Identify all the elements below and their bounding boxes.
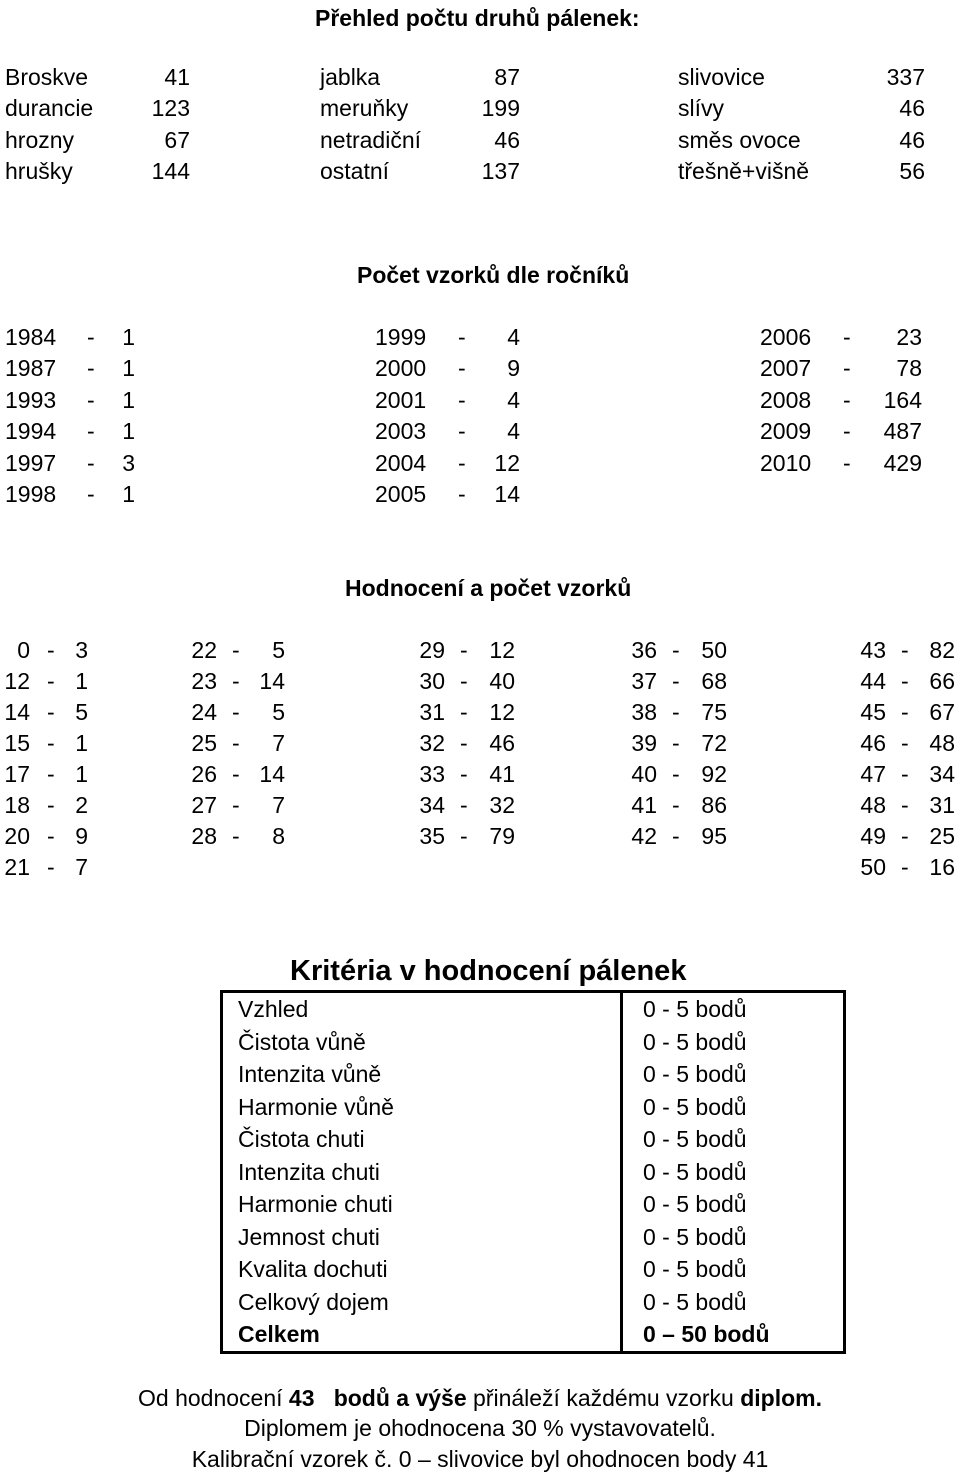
separator-dash: - — [672, 823, 680, 849]
separator-dash: - — [47, 668, 55, 694]
score-count: 5 — [272, 699, 285, 725]
score-label: 41 — [631, 792, 657, 818]
separator-dash: - — [672, 792, 680, 818]
fruit-name: hrušky — [5, 157, 73, 184]
separator-dash: - — [458, 355, 466, 382]
separator-dash: - — [87, 324, 95, 350]
separator-dash: - — [47, 792, 55, 818]
score-count: 14 — [259, 668, 285, 694]
score-count: 1 — [75, 761, 88, 787]
fruit-count: 123 — [151, 95, 190, 122]
score-label: 29 — [419, 637, 445, 663]
separator-dash: - — [232, 823, 240, 849]
score-label: 42 — [631, 823, 657, 849]
score-count: 48 — [929, 730, 955, 756]
score-count: 5 — [75, 699, 88, 725]
score-label: 49 — [860, 823, 886, 849]
year-count: 164 — [883, 386, 922, 413]
fruit-name: Broskve — [5, 64, 89, 90]
criteria-points: 0 - 5 bodů — [622, 1026, 845, 1059]
criteria-points: 0 - 5 bodů — [622, 1058, 845, 1091]
footer-line-1 — [0, 1385, 960, 1412]
separator-dash: - — [901, 854, 909, 880]
criteria-total-points: 0 – 50 bodů — [622, 1318, 845, 1352]
footer-threshold: 43 — [288, 1385, 315, 1411]
footer-line-1-c: bodů a výše — [333, 1385, 467, 1411]
criteria-points: 0 - 5 bodů — [622, 1156, 845, 1189]
fruit-name: jablka — [320, 64, 381, 90]
score-count: 1 — [75, 668, 88, 694]
score-label: 25 — [191, 730, 217, 756]
year-count: 1 — [122, 386, 135, 413]
separator-dash: - — [458, 386, 466, 413]
year-label: 2010 — [760, 449, 812, 476]
separator-dash: - — [672, 668, 680, 694]
year-count: 3 — [122, 449, 135, 476]
separator-dash: - — [672, 637, 680, 663]
score-label: 38 — [631, 699, 657, 725]
fruit-name: durancie — [5, 95, 94, 122]
year-count: 1 — [122, 324, 135, 350]
year-count: 78 — [896, 355, 922, 382]
score-label: 12 — [4, 668, 30, 694]
separator-dash: - — [460, 761, 468, 787]
criteria-label: Jemnost chuti — [238, 1223, 380, 1250]
year-count: 429 — [883, 449, 922, 476]
separator-dash: - — [901, 761, 909, 787]
separator-dash: - — [672, 730, 680, 756]
year-label: 2008 — [760, 386, 812, 413]
separator-dash: - — [843, 418, 851, 445]
footer-line-2: Diplomem je ohodnocena 30 % vystavovatelů. — [244, 1415, 716, 1441]
score-count: 2 — [75, 792, 88, 818]
score-count: 75 — [701, 699, 727, 725]
criteria-label: Harmonie chuti — [238, 1191, 393, 1218]
year-label: 1984 — [5, 324, 57, 350]
criteria-label: Čistota chuti — [238, 1126, 365, 1153]
criteria-points: 0 - 5 bodů — [622, 1286, 845, 1319]
year-label: 2004 — [375, 449, 427, 476]
fruit-count: 67 — [164, 126, 190, 153]
year-count: 1 — [122, 355, 135, 382]
year-label: 2007 — [760, 355, 812, 382]
criteria-label: Čistota vůně — [238, 1028, 366, 1055]
year-count: 9 — [507, 355, 520, 382]
score-count: 31 — [929, 792, 955, 818]
score-count: 41 — [489, 761, 515, 787]
criteria-title: Kritéria v hodnocení pálenek — [290, 955, 687, 987]
score-label: 39 — [631, 730, 657, 756]
fruit-count: 46 — [899, 95, 925, 122]
fruit-name: směs ovoce — [678, 126, 801, 153]
fruit-name: slivovice — [678, 64, 765, 90]
criteria-row — [222, 1091, 845, 1124]
score-label: 14 — [4, 699, 30, 725]
separator-dash: - — [232, 761, 240, 787]
fruit-count: 199 — [481, 95, 520, 122]
score-label: 15 — [4, 730, 30, 756]
separator-dash: - — [843, 449, 851, 476]
fruit-count: 87 — [494, 64, 520, 90]
separator-dash: - — [47, 823, 55, 849]
section-title-hodnoceni: Hodnocení a počet vzorků — [345, 575, 632, 601]
separator-dash: - — [901, 699, 909, 725]
separator-dash: - — [458, 449, 466, 476]
criteria-table — [220, 990, 846, 1354]
section-title-rocniky: Počet vzorků dle ročníků — [357, 262, 630, 288]
score-label: 34 — [419, 792, 445, 818]
score-label: 45 — [860, 699, 886, 725]
score-label: 44 — [860, 668, 886, 694]
fruit-name: třešně+višně — [678, 157, 810, 184]
fruit-count: 56 — [899, 157, 925, 184]
year-label: 1998 — [5, 481, 57, 507]
year-count: 12 — [494, 449, 520, 476]
score-count: 8 — [272, 823, 285, 849]
footer-line-3: Kalibrační vzorek č. 0 – slivovice byl ohodnocen body 41 — [191, 1446, 769, 1472]
score-label: 0 — [17, 637, 30, 663]
score-label: 50 — [860, 854, 886, 880]
separator-dash: - — [460, 730, 468, 756]
year-count: 1 — [122, 481, 135, 507]
score-label: 17 — [4, 761, 30, 787]
score-count: 34 — [929, 761, 955, 787]
separator-dash: - — [232, 699, 240, 725]
criteria-row — [222, 1026, 845, 1059]
score-count: 12 — [489, 699, 515, 725]
separator-dash: - — [460, 668, 468, 694]
score-label: 30 — [419, 668, 445, 694]
criteria-row — [222, 1058, 845, 1091]
year-count: 4 — [507, 418, 520, 445]
score-label: 48 — [860, 792, 886, 818]
separator-dash: - — [901, 730, 909, 756]
score-label: 26 — [191, 761, 217, 787]
score-count: 7 — [272, 792, 285, 818]
separator-dash: - — [87, 418, 95, 445]
score-label: 18 — [4, 792, 30, 818]
score-count: 67 — [929, 699, 955, 725]
score-label: 27 — [191, 792, 217, 818]
separator-dash: - — [232, 668, 240, 694]
year-label: 1993 — [5, 386, 57, 413]
score-count: 86 — [701, 792, 727, 818]
year-count: 14 — [494, 481, 520, 507]
score-label: 32 — [419, 730, 445, 756]
separator-dash: - — [232, 792, 240, 818]
year-label: 2003 — [375, 418, 427, 445]
separator-dash: - — [901, 637, 909, 663]
criteria-row — [222, 1123, 845, 1156]
section-title-druhy: Přehled počtu druhů pálenek: — [315, 5, 640, 31]
year-label: 1999 — [375, 324, 427, 350]
year-label: 2006 — [760, 324, 812, 350]
separator-dash: - — [843, 355, 851, 382]
criteria-points: 0 - 5 bodů — [622, 1188, 845, 1221]
criteria-total-row — [222, 1318, 845, 1352]
score-count: 68 — [701, 668, 727, 694]
separator-dash: - — [458, 481, 466, 507]
separator-dash: - — [843, 324, 851, 350]
separator-dash: - — [232, 730, 240, 756]
criteria-label: Intenzita vůně — [238, 1061, 382, 1088]
score-count: 14 — [259, 761, 285, 787]
score-label: 36 — [631, 637, 657, 663]
separator-dash: - — [47, 854, 55, 880]
score-label: 21 — [4, 854, 30, 880]
criteria-points: 0 - 5 bodů — [622, 1091, 845, 1124]
separator-dash: - — [87, 449, 95, 476]
score-count: 7 — [75, 854, 88, 880]
criteria-label: Harmonie vůně — [238, 1093, 394, 1120]
score-count: 16 — [929, 854, 955, 880]
score-count: 82 — [929, 637, 955, 663]
year-label: 1997 — [5, 449, 57, 476]
year-label: 1987 — [5, 355, 57, 382]
separator-dash: - — [87, 386, 95, 413]
score-label: 46 — [860, 730, 886, 756]
score-count: 7 — [272, 730, 285, 756]
year-label: 2000 — [375, 355, 427, 382]
separator-dash: - — [87, 355, 95, 382]
score-label: 33 — [419, 761, 445, 787]
fruit-name: ostatní — [320, 157, 390, 184]
criteria-label: Vzhled — [238, 996, 309, 1023]
fruit-name: netradiční — [320, 126, 422, 153]
year-label: 2009 — [760, 418, 812, 445]
year-label: 2005 — [375, 481, 427, 507]
footer-line-1-d: přináleží každému vzorku — [466, 1385, 741, 1411]
score-count: 72 — [701, 730, 727, 756]
fruit-name: slívy — [678, 95, 724, 122]
score-count: 95 — [701, 823, 727, 849]
score-count: 3 — [75, 637, 88, 663]
score-count: 9 — [75, 823, 88, 849]
separator-dash: - — [460, 637, 468, 663]
criteria-row — [222, 1253, 845, 1286]
criteria-row — [222, 1221, 845, 1254]
year-label: 1994 — [5, 418, 57, 445]
criteria-points: 0 - 5 bodů — [622, 1253, 845, 1286]
score-label: 24 — [191, 699, 217, 725]
separator-dash: - — [460, 699, 468, 725]
separator-dash: - — [87, 481, 95, 507]
separator-dash: - — [47, 699, 55, 725]
score-label: 43 — [860, 637, 886, 663]
score-label: 23 — [191, 668, 217, 694]
criteria-points: 0 - 5 bodů — [622, 1123, 845, 1156]
criteria-label: Intenzita chuti — [238, 1158, 380, 1185]
score-count: 1 — [75, 730, 88, 756]
score-label: 22 — [191, 637, 217, 663]
score-count: 5 — [272, 637, 285, 663]
year-count: 1 — [122, 418, 135, 445]
year-count: 4 — [507, 386, 520, 413]
score-count: 79 — [489, 823, 515, 849]
fruit-count: 137 — [481, 157, 520, 184]
criteria-row — [222, 992, 845, 1026]
score-label: 31 — [419, 699, 445, 725]
criteria-label: Kvalita dochuti — [238, 1256, 388, 1283]
score-count: 12 — [489, 637, 515, 663]
separator-dash: - — [460, 823, 468, 849]
separator-dash: - — [47, 730, 55, 756]
separator-dash: - — [843, 386, 851, 413]
year-label: 2001 — [375, 386, 427, 413]
score-label: 20 — [4, 823, 30, 849]
separator-dash: - — [901, 668, 909, 694]
separator-dash: - — [672, 699, 680, 725]
fruit-count: 46 — [899, 126, 925, 153]
separator-dash: - — [460, 792, 468, 818]
separator-dash: - — [458, 418, 466, 445]
separator-dash: - — [47, 761, 55, 787]
criteria-points: 0 - 5 bodů — [622, 1221, 845, 1254]
score-label: 28 — [191, 823, 217, 849]
criteria-points: 0 - 5 bodů — [622, 992, 845, 1026]
fruit-name: meruňky — [320, 95, 409, 122]
score-label: 40 — [631, 761, 657, 787]
fruit-count: 41 — [164, 64, 190, 90]
criteria-total-label: Celkem — [238, 1321, 320, 1348]
year-count: 487 — [883, 418, 922, 445]
separator-dash: - — [901, 792, 909, 818]
fruit-name: hrozny — [5, 126, 75, 153]
criteria-row — [222, 1286, 845, 1319]
fruit-count: 337 — [886, 64, 925, 90]
criteria-label: Celkový dojem — [238, 1288, 389, 1315]
score-label: 35 — [419, 823, 445, 849]
score-count: 50 — [701, 637, 727, 663]
score-count: 92 — [701, 761, 727, 787]
score-count: 25 — [929, 823, 955, 849]
fruit-count: 46 — [494, 126, 520, 153]
separator-dash: - — [458, 324, 466, 350]
year-count: 4 — [507, 324, 520, 350]
footer-diplom: diplom. — [740, 1385, 822, 1411]
score-count: 32 — [489, 792, 515, 818]
separator-dash: - — [672, 761, 680, 787]
score-count: 46 — [489, 730, 515, 756]
year-count: 23 — [896, 324, 922, 350]
score-label: 37 — [631, 668, 657, 694]
separator-dash: - — [47, 637, 55, 663]
criteria-row — [222, 1188, 845, 1221]
separator-dash: - — [232, 637, 240, 663]
separator-dash: - — [901, 823, 909, 849]
score-label: 47 — [860, 761, 886, 787]
fruit-count: 144 — [151, 157, 190, 184]
footer-line-1-a: Od hodnocení — [138, 1385, 289, 1411]
score-count: 66 — [929, 668, 955, 694]
score-count: 40 — [489, 668, 515, 694]
criteria-row — [222, 1156, 845, 1189]
